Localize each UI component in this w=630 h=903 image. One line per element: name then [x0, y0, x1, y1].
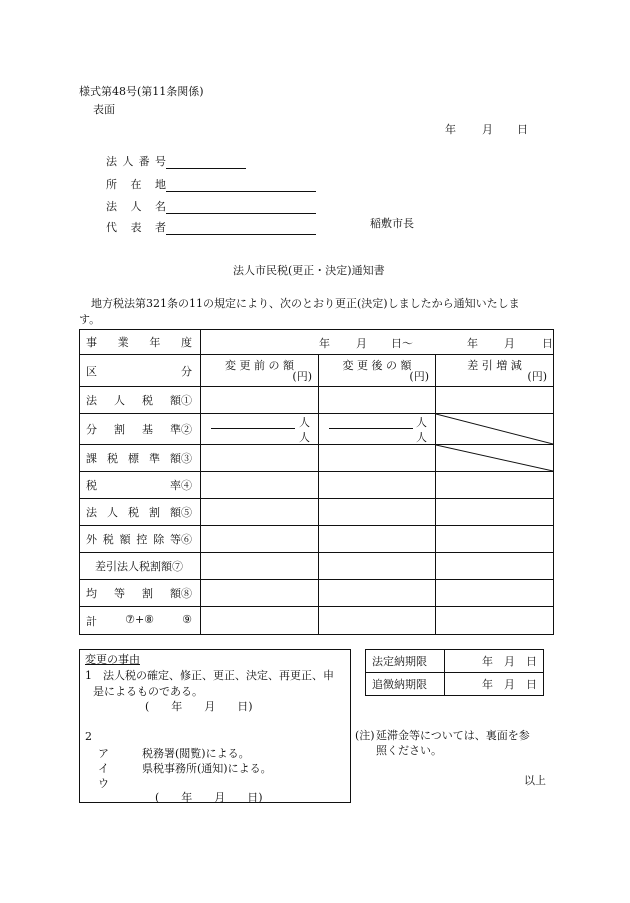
date-year: 年: [445, 123, 456, 136]
reason-item-1-date[interactable]: ( 年 月 日): [145, 700, 253, 713]
cell-diff-void: [436, 414, 554, 445]
field-houjin-bangou: 法 人 番 号: [106, 153, 246, 169]
cell-after[interactable]: [319, 607, 436, 635]
row-label-8: 均 等 割 額⑧: [80, 580, 201, 607]
cell-after[interactable]: [319, 472, 436, 499]
kubun-header-row: [80, 355, 554, 387]
cell-after[interactable]: [319, 526, 436, 553]
col-diff-header: 差 引 増 減 (円): [436, 355, 554, 387]
document-title: 法人市民税(更正・決定)通知書: [233, 264, 385, 277]
row-label-9: 計 ⑦+⑧ ⑨: [80, 607, 201, 635]
cell-before[interactable]: [201, 445, 319, 472]
table-row: [80, 526, 554, 553]
shozaichi-line[interactable]: [166, 180, 316, 192]
business-year-label: 事 業 年 度: [80, 330, 201, 355]
intro-line-1: 地方税法第321条の11の規定により、次のとおり更正(決定)しましたから通知いたしま: [91, 297, 520, 310]
row-label-2: 分 割 基 準②: [80, 414, 201, 445]
cell-before[interactable]: [201, 580, 319, 607]
issuer: 稲敷市長: [370, 217, 414, 230]
cell-before[interactable]: [201, 387, 319, 414]
cell-after[interactable]: 人 人: [319, 414, 436, 445]
note-line-1: 延滞金等については、裏面を参: [376, 729, 530, 742]
cell-before[interactable]: [201, 526, 319, 553]
tax-table: [79, 329, 554, 635]
kubun-label: 区 分: [80, 355, 201, 387]
business-year-row: [80, 330, 554, 355]
row-label-1: 法 人 税 額①: [80, 387, 201, 414]
col-before-header: 変 更 前 の 額 (円): [201, 355, 319, 387]
collection-deadline-date[interactable]: 年 月 日: [445, 673, 544, 696]
deadline-table: [365, 649, 544, 696]
option-a-text: 税務署(閲覧)による。: [142, 747, 250, 760]
deadline-row: [366, 650, 544, 673]
reason-item-1: 1 法人税の確定、修正、更正、決定、再更正、申: [85, 669, 334, 682]
cell-before[interactable]: [201, 553, 319, 580]
cell-diff[interactable]: [436, 607, 554, 635]
note-line-2: 照ください。: [376, 744, 442, 757]
houjin-mei-line[interactable]: [166, 202, 316, 214]
cell-diff[interactable]: [436, 553, 554, 580]
cell-diff[interactable]: [436, 526, 554, 553]
date-day: 日: [517, 123, 528, 136]
cell-diff-void: [436, 445, 554, 472]
row-label-4: 税 率④: [80, 472, 201, 499]
field-daihyousha: 代 表 者: [106, 219, 316, 235]
date-month: 月: [482, 123, 493, 136]
table-row: [80, 580, 554, 607]
table-row: [80, 607, 554, 635]
note-marker: (注): [355, 729, 375, 742]
side-label: 表面: [93, 103, 115, 116]
cell-before[interactable]: [201, 607, 319, 635]
row-label-6: 外 税 額 控 除 等⑥: [80, 526, 201, 553]
option-i-text: 県税事務所(通知)による。: [142, 762, 272, 775]
field-houjin-mei: 法 人 名: [106, 198, 316, 214]
closing: 以上: [524, 774, 546, 787]
cell-after[interactable]: [319, 445, 436, 472]
table-row: [80, 387, 554, 414]
table-row: [80, 445, 554, 472]
reason-item-2: 2: [85, 730, 92, 743]
row-label-5: 法 人 税 割 額⑤: [80, 499, 201, 526]
field-shozaichi: 所 在 地: [106, 176, 316, 192]
legal-deadline-date[interactable]: 年 月 日: [445, 650, 544, 673]
table-row: [80, 414, 554, 445]
reason-item-2-date[interactable]: ( 年 月 日): [155, 791, 263, 804]
intro-line-2: す。: [79, 313, 101, 326]
cell-diff[interactable]: [436, 387, 554, 414]
form-number: 様式第48号(第11条関係): [79, 85, 204, 98]
collection-deadline-label: 追徴納期限: [366, 673, 445, 696]
option-u-key: ウ: [98, 777, 109, 790]
row-label-3: 課 税 標 準 額③: [80, 445, 201, 472]
table-row: [80, 499, 554, 526]
business-year-period[interactable]: 年 月 日〜 年 月 日: [201, 330, 554, 355]
deadline-row: [366, 673, 544, 696]
cell-before[interactable]: [201, 472, 319, 499]
change-reason-title: 変更の事由: [85, 653, 140, 666]
cell-after[interactable]: [319, 580, 436, 607]
daihyousha-line[interactable]: [166, 223, 316, 235]
legal-deadline-label: 法定納期限: [366, 650, 445, 673]
cell-after[interactable]: [319, 387, 436, 414]
cell-after[interactable]: [319, 553, 436, 580]
row-label-7: 差引法人税割額⑦: [80, 553, 201, 580]
table-row: [80, 472, 554, 499]
cell-diff[interactable]: [436, 499, 554, 526]
cell-diff[interactable]: [436, 580, 554, 607]
col-after-header: 変 更 後 の 額 (円): [319, 355, 436, 387]
table-row: [80, 553, 554, 580]
houjin-bangou-line[interactable]: [166, 157, 246, 169]
reason-item-1-cont: 是によるものである。: [93, 685, 203, 698]
cell-diff[interactable]: [436, 472, 554, 499]
option-a-key: ア: [98, 747, 109, 760]
cell-before[interactable]: [201, 499, 319, 526]
option-i-key: イ: [98, 762, 109, 775]
change-reason-box: [79, 649, 351, 803]
cell-before[interactable]: 人 人: [201, 414, 319, 445]
cell-after[interactable]: [319, 499, 436, 526]
